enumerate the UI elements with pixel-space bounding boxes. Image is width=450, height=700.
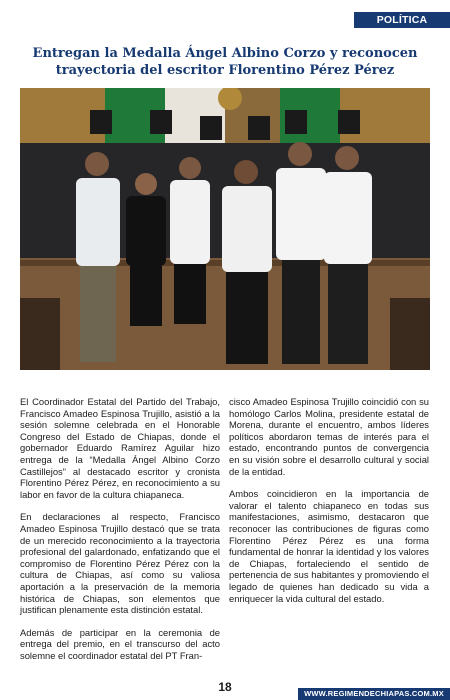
paragraph: En declaraciones al respecto, Francisco Amadeo Espinosa Trujillo destacó que se trata de un merecido reconocimiento a la trayectoria profesional del galardonado, enfatizando que el compromiso de Florentino Pérez Pérez con la cultura de Chiapas, así como su valiosa aportación a la preservación de la memoria histórica de Chiapas, son elementos que justifican plenamente esta distinción estatal. [20, 511, 220, 616]
headline: Entregan la Medalla Ángel Albino Corzo y reconocen trayectoria del escritor Florentino Pérez Pérez [32, 46, 418, 78]
website-link[interactable]: WWW.REGIMENDECHIAPAS.COM.MX [298, 688, 450, 700]
group-photo-illustration [20, 88, 430, 370]
paragraph: El Coordinador Estatal del Partido del Trabajo, Francisco Amadeo Espinosa Trujillo, asistió a la sesión solemne celebrada en el Honorable Congreso del Estado de Chiapas, donde el gobernador Eduardo Ramírez Aguilar hizo entrega de la “Medalla Ángel Albino Corzo Castillejos” al destacado escritor y cronista Florentino Pérez Pérez, en reconocimiento a su labor en favor de la cultura chiapaneca. [20, 396, 220, 500]
article-body-left [20, 396, 220, 672]
section-tag: POLÍTICA [354, 12, 450, 28]
paragraph: Además de participar en la ceremonia de entrega del premio, en el transcurso del acto solemne el coordinador estatal del PT Fran- [20, 626, 220, 661]
paragraph: Ambos coincidieron en la importancia de valorar el talento chiapaneco en todas sus manifestaciones, asimismo, destacaron que reconocer las contribuciones de figuras como Florentino Pérez Pérez es una forma fundamental de honrar la identidad y los valores de Chiapas, fortaleciendo el sentido de pertenencia de sus habitantes y promoviendo el legado de quienes han dedicado su vida a enriquecer la vida cultural del estado. [229, 488, 429, 604]
article-photo [20, 88, 430, 370]
article-body-right [229, 396, 429, 615]
paragraph: cisco Amadeo Espinosa Trujillo coincidió con su homólogo Carlos Molina, presidente estatal de Morena, durante el encuentro, ambos líderes políticos abordaron temas de interés para el estado, encontrando puntos de convergencia en su visión sobre el desarrollo cultural y social de la entidad. [229, 396, 429, 477]
page-number: 18 [218, 680, 232, 694]
